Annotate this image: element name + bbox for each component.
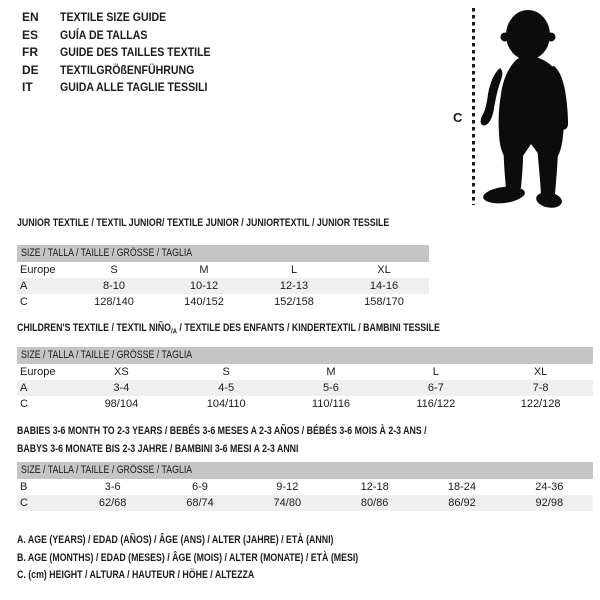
- children-heading-post: / TEXTILE DES ENFANTS / KINDERTEXTIL / BAMBINI TESSILE: [176, 322, 440, 334]
- size-cell: 104/110: [206, 398, 246, 410]
- size-cell: 3-4: [113, 382, 130, 394]
- children-heading-pre: CHILDREN'S TEXTILE / TEXTIL NIÑO: [17, 322, 171, 334]
- size-cell: 116/122: [416, 398, 456, 410]
- size-cell: 6-7: [427, 382, 444, 394]
- row-label: C: [20, 497, 28, 509]
- table-row-age: [17, 380, 593, 396]
- language-row: [22, 9, 231, 27]
- size-cell: 98/104: [104, 398, 139, 410]
- size-cell: 9-12: [276, 481, 299, 493]
- children-size-table: [17, 347, 593, 412]
- language-row: [22, 44, 231, 62]
- table-row-age: [17, 278, 429, 294]
- size-cell: 152/158: [274, 296, 314, 308]
- table-row-europe: [17, 364, 593, 380]
- row-label: Europe: [20, 366, 56, 378]
- footnote-age-years: A. AGE (YEARS) / EDAD (AÑOS) / ÂGE (ANS) / ALTER (JAHRE) / ETÀ (ANNI): [17, 534, 334, 546]
- table-row-age-months: [17, 479, 593, 495]
- children-heading-sub: /A: [170, 326, 177, 336]
- row-label: B: [20, 481, 28, 493]
- size-cell: 140/152: [184, 296, 224, 308]
- size-cell: 6-9: [192, 481, 208, 493]
- footnote-legend: [17, 532, 358, 585]
- row-label: A: [20, 280, 28, 292]
- size-cell: 14-16: [369, 280, 399, 292]
- language-code: DE: [22, 62, 39, 77]
- size-cell: 12-13: [279, 280, 309, 292]
- size-cell: 110/116: [311, 398, 351, 410]
- size-cell: 68/74: [186, 497, 214, 509]
- size-cell: 18-24: [447, 481, 477, 493]
- footnote-age-months: B. AGE (MONTHS) / EDAD (MESES) / ÂGE (MOIS) / ALTER (MONATE) / ETÀ (MESI): [17, 551, 359, 564]
- language-row: [22, 27, 231, 45]
- junior-size-table: [17, 245, 429, 310]
- size-cell: XS: [114, 366, 129, 378]
- size-cell: 12-18: [360, 481, 389, 493]
- size-cell: XL: [533, 366, 548, 378]
- baby-silhouette-icon: [478, 4, 600, 214]
- language-code: FR: [22, 45, 38, 59]
- size-cell: 74/80: [273, 497, 302, 509]
- row-label: Europe: [20, 264, 56, 276]
- size-cell: 128/140: [94, 296, 134, 308]
- size-cell: 122/128: [520, 398, 561, 410]
- size-cell: 80/86: [360, 497, 389, 509]
- size-cell: 5-6: [323, 382, 339, 394]
- babies-section-heading: [17, 423, 427, 458]
- children-section-heading: [17, 320, 440, 340]
- size-cell: M: [199, 264, 209, 276]
- language-label: GUIDA ALLE TAGLIE TESSILI: [60, 80, 208, 94]
- language-label: TEXTILE SIZE GUIDE: [60, 10, 167, 24]
- size-table-header-label: SIZE / TALLA / TAILLE / GRÖSSE / TAGLIA: [21, 349, 193, 361]
- babies-heading-line1: BABIES 3-6 MONTH TO 2-3 YEARS / BEBÉS 3-6 MESES A 2-3 AÑOS / BÉBÉS 3-6 MOIS À 2-3 ANS /: [17, 425, 427, 437]
- table-row-height: [17, 396, 593, 412]
- language-list: [22, 9, 231, 97]
- row-label: A: [20, 382, 28, 394]
- height-label: C: [453, 110, 463, 125]
- language-label: GUIDE DES TAILLES TEXTILE: [60, 45, 211, 59]
- size-table-header-label: SIZE / TALLA / TAILLE / GRÖSSE / TAGLIA: [21, 464, 193, 476]
- row-label: C: [20, 398, 28, 410]
- size-cell: XL: [377, 264, 391, 276]
- junior-section-heading: JUNIOR TEXTILE / TEXTIL JUNIOR/ TEXTILE JUNIOR / JUNIORTEXTIL / JUNIOR TESSILE: [17, 217, 390, 229]
- size-cell: 8-10: [102, 280, 126, 292]
- language-row: [22, 79, 231, 97]
- size-table-header: [17, 245, 429, 262]
- size-table-header: [17, 347, 593, 364]
- size-table-header-label: SIZE / TALLA / TAILLE / GRÖSSE / TAGLIA: [21, 247, 193, 259]
- size-cell: 86/92: [448, 497, 476, 509]
- size-cell: 4-5: [218, 382, 235, 394]
- babies-heading-line2: BABYS 3-6 MONATE BIS 2-3 JAHRE / BAMBINI 3-6 MESI A 2-3 ANNI: [17, 442, 299, 455]
- size-cell: 92/98: [535, 497, 564, 509]
- height-measure-line: [472, 8, 475, 205]
- babies-size-table: [17, 462, 593, 511]
- size-cell: S: [110, 264, 118, 276]
- table-row-height: [17, 495, 593, 511]
- size-cell: 3-6: [104, 481, 121, 493]
- table-row-height: [17, 294, 429, 310]
- size-cell: L: [432, 366, 439, 378]
- language-row: [22, 62, 231, 80]
- size-cell: S: [222, 366, 230, 378]
- language-label: TEXTILGRÖßENFÜHRUNG: [60, 62, 195, 77]
- size-cell: M: [326, 366, 336, 378]
- language-label: GUÍA DE TALLAS: [60, 27, 148, 42]
- footnote-height: C. (cm) HEIGHT / ALTURA / HAUTEUR / HÖHE / ALTEZZA: [17, 569, 255, 581]
- size-cell: 24-36: [535, 481, 564, 493]
- size-cell: 10-12: [189, 280, 219, 292]
- table-row-europe: [17, 262, 429, 278]
- size-cell: 158/170: [364, 296, 404, 308]
- language-code: EN: [22, 10, 39, 24]
- language-code: ES: [22, 27, 39, 42]
- size-cell: L: [290, 264, 298, 276]
- size-cell: 7-8: [532, 382, 549, 394]
- row-label: C: [20, 296, 28, 308]
- language-code: IT: [22, 80, 33, 94]
- size-cell: 62/68: [98, 497, 127, 509]
- size-table-header: [17, 462, 593, 479]
